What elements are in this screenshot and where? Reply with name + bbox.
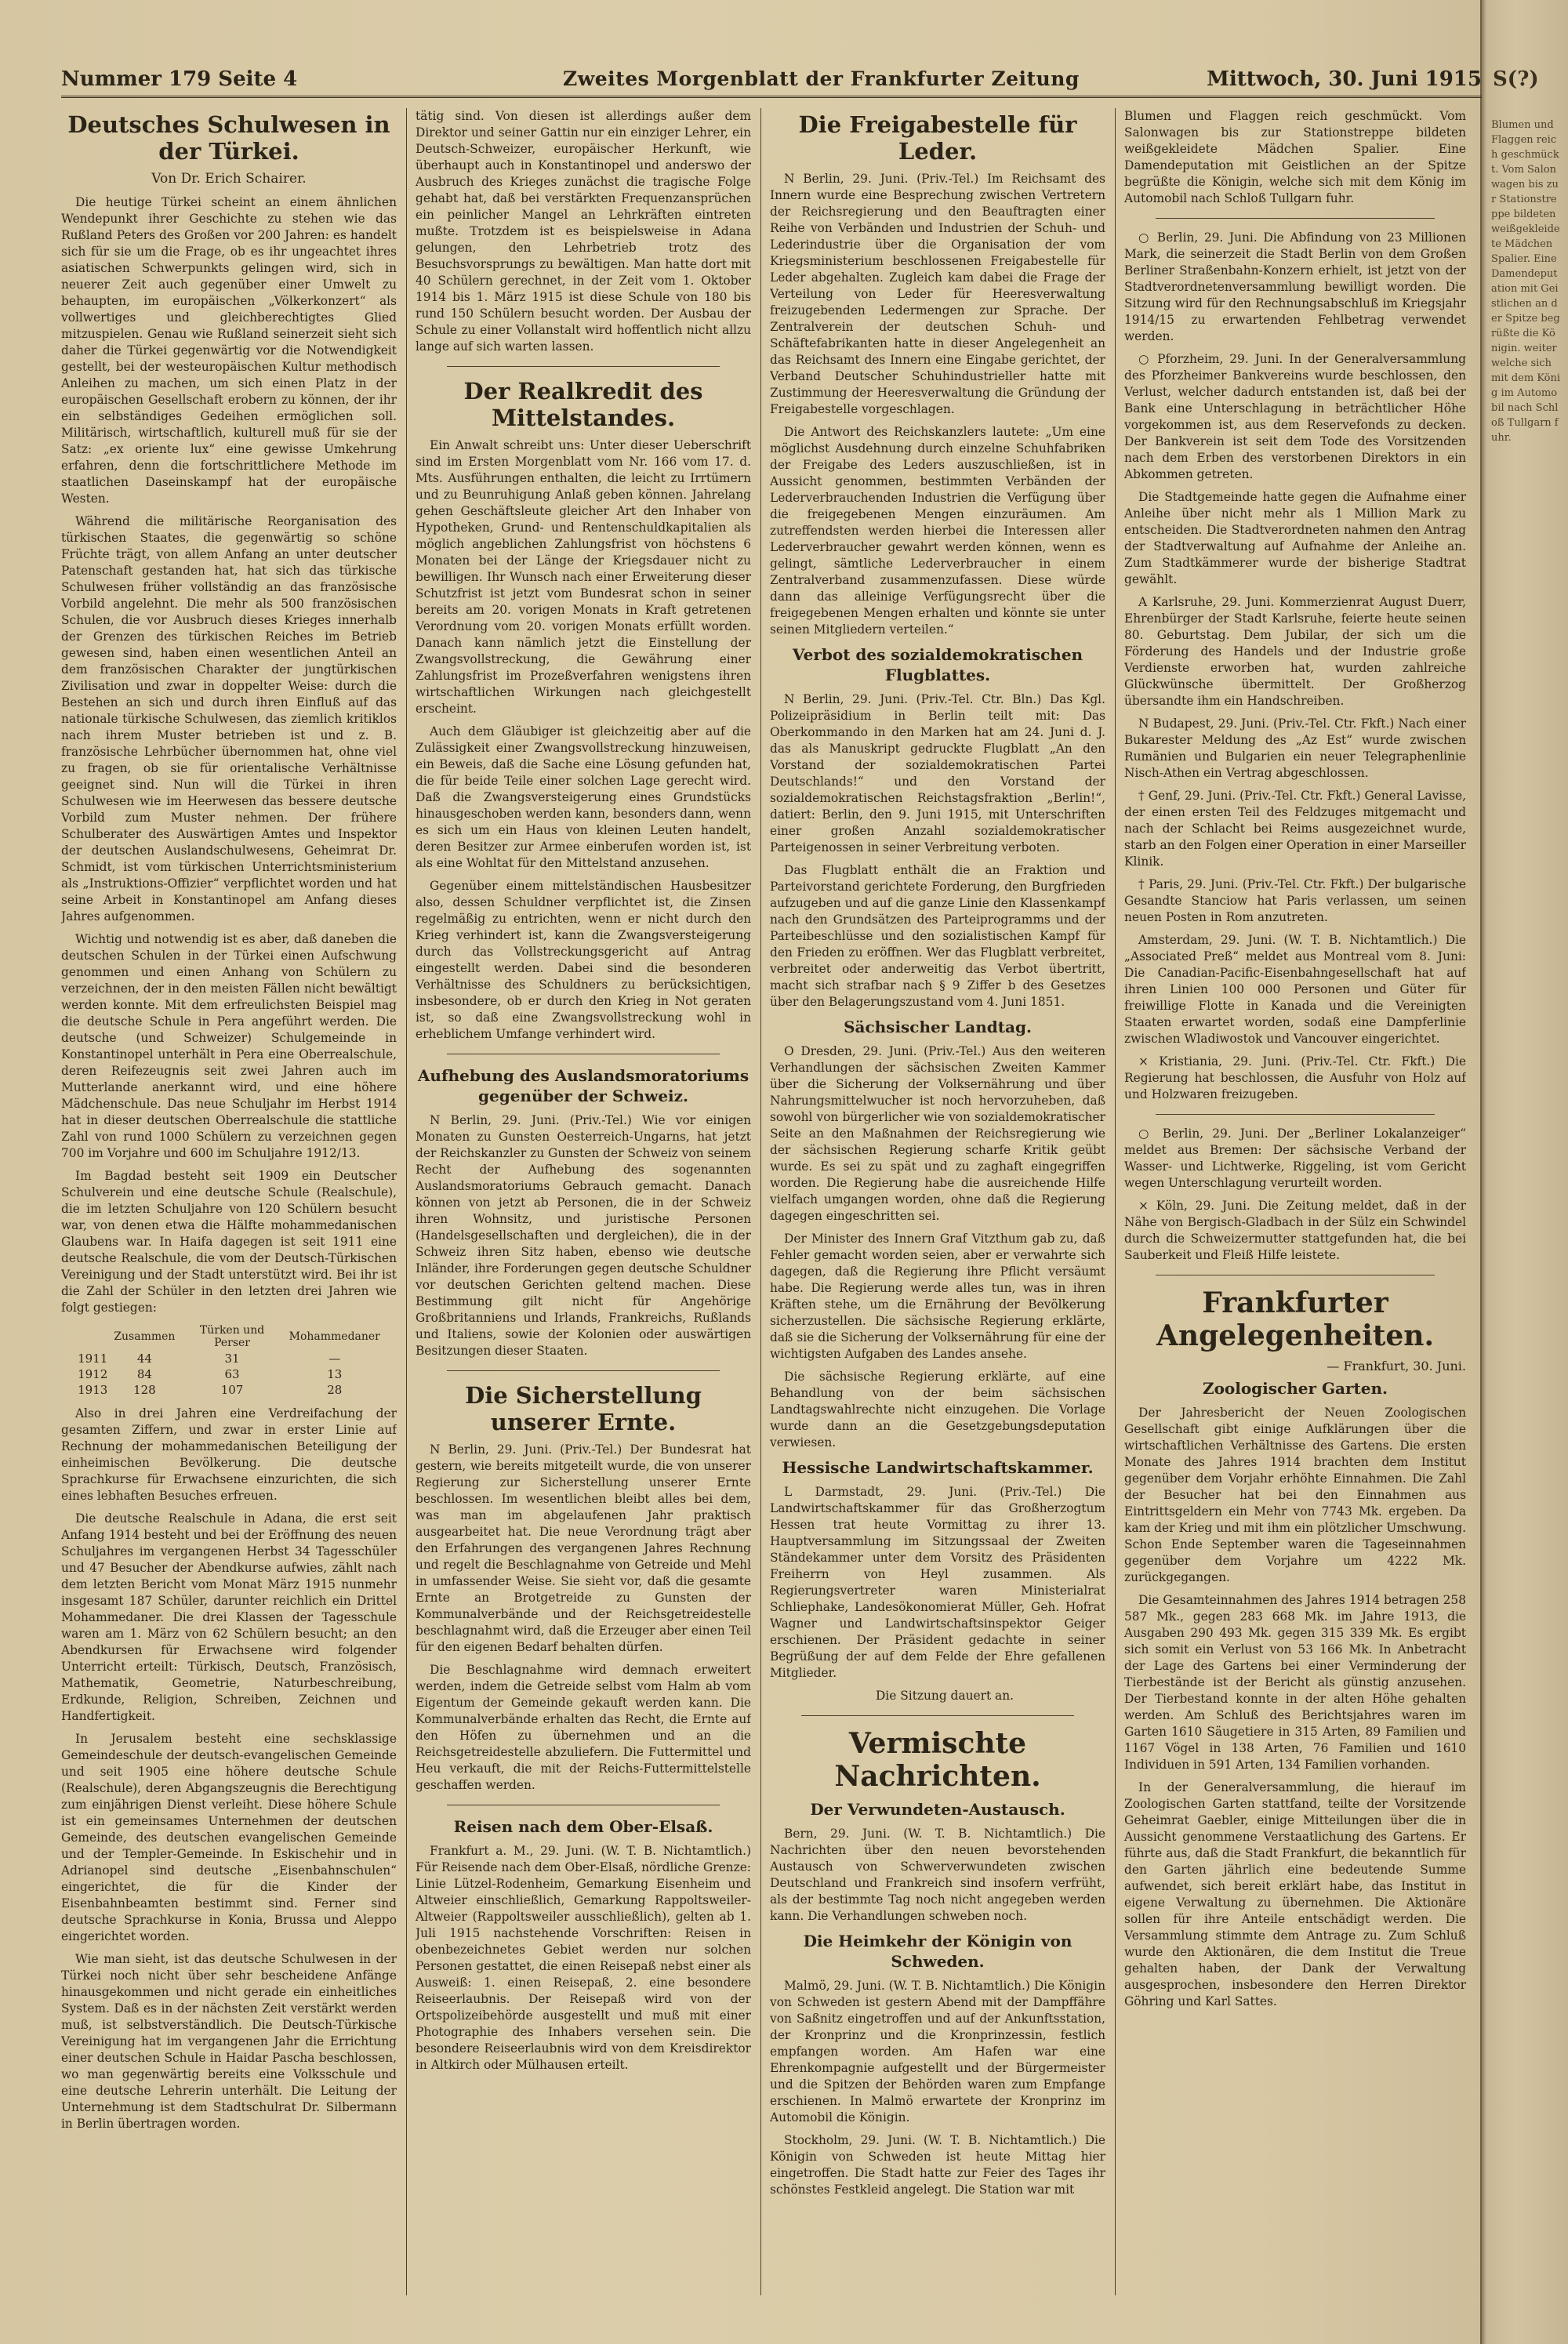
article-paragraph: In Jerusalem besteht eine sechsklassige Gemeindeschule der deutsch-evangelischen Gemeinde und seit 1905 eine höhere deutsche Schule (Realschule), deren Abgangszeugnis die Berechtigung zum einjährigen Dienst verleiht. Diese höhere Schule ist ein gemeinsames Unternehmen der deutschen Gemeinde, des deutschen evangelischen Gemeinde und der Templer-Gemeinde. In Eskischehir und in Adrianopel sind deutsche „Eisenbahnschulen“ eingerichtet, die für die Kinder der Eisenbahnbeamten bestimmt sind. Ferner sind deutsche Sprachkurse in Konia, Brussa und Aleppo eingerichtet worden. xyxy=(61,1732,397,1943)
article-subtitle: Zoologischer Garten. xyxy=(1202,1379,1388,1398)
article-title: Verbot des sozialdemokratischen Flugblattes. xyxy=(792,645,1083,684)
article-paragraph: In der Generalversammlung, die hierauf im Zoologischen Garten stattfand, teilte der Vorsitzende Geheimrat Gaebler, einige Mitteilungen über die in Aussicht genommene Verstaatlichung des Gartens. Er führte aus, daß die Stadt Frankfurt, die bekanntlich für den Garten jährlich eine bedeutende Summe aufwendet, sich bereit erklärt habe, das Institut in eigene Verwaltung zu übernehmen. Die Aktionäre sollen für ihre Anteile entschädigt werden. Die Versammlung stimmte dem Antrage zu. Zum Schluß wurde den Aktionären, die dem Institut die Treue gehalten haben, der Dank der Verwaltung ausgesprochen, insbesondere den Herren Direktor Göhring und Karl Sattes. xyxy=(1124,1780,1466,2008)
article-paragraph: Der Minister des Innern Graf Vitzthum gab zu, daß Fehler gemacht worden seien, aber er verwahrte sich dagegen, daß die Regierung ihre Pflicht versäumt habe. Die Regierung werde alles tun, was in ihren Kräften stehe, um die Ernährung der Bevölkerung sicherzustellen. Die sächsische Regierung erklärte, daß sie die Sicherung der Volksernährung für eine der wichtigsten Aufgaben des Landes ansehe. xyxy=(770,1232,1105,1361)
column-4 xyxy=(1124,108,1466,2295)
article-paragraph: Die Antwort des Reichskanzlers lautete: „Um eine möglichst Ausdehnung durch einzelne Schuhfabriken der Freigabe des Leders auszuschließen, ist in Aussicht genommen, bestimmten Verbänden der Lederverbrauchenden Industrien die Verfügung über die freigegebenen Mengen einzuräumen. Am zutreffendsten werden hierbei die Interessen aller Lederverbraucher gewahrt werden können, wenn es gelingt, sämtliche Lederverbraucher in einem Zentralverband zusammenzufassen. Diese würde dann das alleinige Verfügungsrecht über die freigegebenen Mengen erhalten und könnte sie unter seinen Mitgliedern verteilen.“ xyxy=(770,425,1105,637)
article-paragraph: Auch dem Gläubiger ist gleichzeitig aber auf die Zulässigkeit einer Zwangsvollstreckung hinzuweisen, ein Beweis, daß die Sache eine Lösung gefunden hat, die für beide Teile einer solchen Lage gerecht wird. Daß die Zwangsversteigerung eines Grundstücks hinausgeschoben werden kann, besonders dann, wenn es sich um ein Haus von kleinen Leuten handelt, deren Besitzer zur Armee einberufen worden ist, ist als eine Wohltat für den Mittelstand anzusehen. xyxy=(416,724,751,870)
article-paragraph: Wichtig und notwendig ist es aber, daß daneben die deutschen Schulen in der Türkei einen Aufschwung genommen und einen Anhang von Schülern zu verzeichnen, der in den meisten Fällen nicht bewältigt werden konnte. Mit dem erfreulichsten Beispiel mag die deutsche Schule in Pera angeführt werden. Die deutsche (und Schweizer) Schulgemeinde in Konstantinopel unterhält in Pera eine Oberrealschule, deren Reifezeugnis seit zwei Jahren auch im Mutterlande anerkannt wird, und eine höhere Mädchenschule. Das neue Schuljahr im Herbst 1914 hat in dieser deutschen Oberrealschule die stattliche Zahl von rund 1000 Schülern zu verzeichnen gegen 700 im Vorjahre und 600 im Schuljahre 1912/13. xyxy=(61,932,397,1160)
column-rule xyxy=(1115,108,1116,2295)
article-title: Die Freigabestelle für Leder. xyxy=(798,111,1077,165)
article-paragraph: Während die militärische Reorganisation des türkischen Staates, die gegenwärtig so schöne Früchte trägt, von allem Anfang an unter deutscher Patenschaft gestanden hat, hat sich das türkische Schulwesen früher vollständig an das französische Vorbild angelehnt. Die mehr als 500 französischen Schulen, die vor Ausbruch dieses Krieges innerhalb der Grenzen des türkischen Reiches im Betrieb gewesen sind, haben einen wesentlichen Anteil an dem französischen Charakter der jungtürkischen Zivilisation und zwar in doppelter Weise: durch die Bestehen an sich und durch ihren Einfluß auf das nationale türkische Schulwesen, das ziemlich kritiklos nach ihrem Muster betrieben ist und z. B. französische Lehrbücher übernommen hat, ohne viel zu fragen, ob sie für orientalische Verhältnisse geeignet sind. Nun will die Türkei in ihren Schulwesen wie im Heerwesen das bessere deutsche Vorbild zum Muster nehmen. Der frühere Schulberater des Auswärtigen Amtes und Inspektor der deutschen Auslandschulwesens, Geheimrat Dr. Schmidt, ist vom türkischen Unterrichtsministerium als „Instruktions-Offizier“ verpflichtet worden und hat seine Arbeit in Konstantinopel am Anfang dieses Jahres aufgenommen. xyxy=(61,514,397,923)
article-paragraph: L Darmstadt, 29. Juni. (Priv.-Tel.) Die Landwirtschaftskammer für das Großherzogtum Hessen trat heute Vormittag zu ihrer 13. Hauptversammlung im Sitzungssaal der Zweiten Ständekammer unter dem Vorsitz des Präsidenten Freiherrn von Heyl zusammen. Als Regierungsvertreter waren Ministerialrat Schliephake, Landesökonomierat Müller, Geh. Hofrat Wagner und Landwirtschaftsinspektor Geiger erschienen. Der Präsident gedachte in seiner Begrüßung der auf dem Felde der Ehre gefallenen Mitglieder. xyxy=(770,1485,1105,1680)
article-divider xyxy=(447,366,720,367)
article-paragraph: Die deutsche Realschule in Adana, die erst seit Anfang 1914 besteht und bei der Eröffnung des neuen Schuljahres im vergangenen Herbst 34 Tagesschüler und 47 Besucher der Abendkurse aufwies, zählt nach dem letzten Bericht vom Monat März 1915 nunmehr insgesamt 187 Schüler, darunter reichlich ein Drittel Mohammedaner. Die drei Klassen der Tagesschule waren am 1. März von 62 Schülern besucht; an den Abendkursen für Erwachsene wird folgender Unterricht erteilt: Türkisch, Deutsch, Französisch, Mathematik, Geometrie, Naturbeschreibung, Erdkunde, Religion, Schreiben, Zeichnen und Handfertigkeit. xyxy=(61,1511,397,1723)
article-paragraph: N Berlin, 29. Juni. (Priv.-Tel.) Wie vor einigen Monaten zu Gunsten Oesterreich-Ungarns, hat jetzt der Reichskanzler zu Gunsten der Schweiz von seinem Recht der Aufhebung des sogenannten Auslandsmoratoriums Gebrauch gemacht. Danach können von jetzt ab Personen, die in der Schweiz ihren Wohnsitz, und juristische Personen (Handelsgesellschaften und dergleichen), die in der Schweiz ihren Sitz haben, ebenso wie deutsche Inländer, ihre Forderungen gegen deutsche Schuldner vor deutschen Gerichten geltend machen. Diese Bestimmung gilt nicht für Angehörige Großbritanniens und Irlands, Frankreichs, Rußlands und Italiens, sowie der Kolonien oder auswärtigen Besitzungen dieser Staaten. xyxy=(416,1113,751,1358)
news-item: † Genf, 29. Juni. (Priv.-Tel. Ctr. Fkft.) General Lavisse, der einen ersten Teil des Feldzuges mitgemacht und nach der Schlacht bei Reims ausgezeichnet wurde, starb an den Folgen einer Operation in einer Marseiller Klinik. xyxy=(1124,789,1466,869)
news-item: Die Stadtgemeinde hatte gegen die Aufnahme einer Anleihe über nicht mehr als 1 Million Mark zu entscheiden. Die Stadtverordneten nahmen den Antrag der Stadtverwaltung auf Aufnahme der Anleihe an. Zum Stadtkämmerer wurde der bisherige Stadtrat gewählt. xyxy=(1124,490,1466,586)
article-divider xyxy=(1156,218,1435,219)
article-subtitle: Die Heimkehr der Königin von Schweden. xyxy=(803,1932,1073,1971)
news-item: A Karlsruhe, 29. Juni. Kommerzienrat August Duerr, Ehrenbürger der Stadt Karlsruhe, feierte heute seinen 80. Geburtstag. Dem Jubilar, der sich um die Förderung des Handels und der Industrie große Verdienste erworben hat, wurden zahlreiche Glückwünsche übermittelt. Der Großherzog übersandte ihm ein Handschreiben. xyxy=(1124,595,1466,708)
table-cell: 1912 xyxy=(78,1367,108,1381)
article-paragraph: N Berlin, 29. Juni. (Priv.-Tel.) Im Reichsamt des Innern wurde eine Besprechung zwischen Vertretern der Reichsregierung und den Beauftragten einer Reihe von Verbänden und Industrien der Schuh- und Lederindustrie über die Organisation der vom Kriegsministerium beschlossenen Freigabestelle für Leder abgehalten. Zugleich kam dabei die Frage der Verteilung von Leder für Heeresverwaltung freizugebenden Ledermengen zur Sprache. Der Zentralverein der deutschen Schuh- und Schäftefabrikanten hatte in dieser Angelegenheit an das Reichsamt des Innern eine Eingabe gerichtet, der Verband Deutscher Schuhindustrieller hatte mit Zustimmung der Heeresverwaltung die Gründung der Freigabestelle vorgeschlagen. xyxy=(770,172,1105,416)
news-item: ○ Pforzheim, 29. Juni. In der Generalversammlung des Pforzheimer Bankvereins wurde beschlossen, den Verlust, welcher dadurch entstanden ist, daß bei der Bank eine Unterschlagung in beträchtlicher Höhe vorgekommen ist, aus dem Reservefonds zu decken. Der Bankverein ist seit dem Tode des Vorsitzenden nach dem Erben des verstorbenen Direktors in ein Abkommen getreten. xyxy=(1124,352,1466,481)
table-cell: 31 xyxy=(224,1352,240,1366)
article-paragraph: Stockholm, 29. Juni. (W. T. B. Nichtamtlich.) Die Königin von Schweden ist heute Mittag hier eingetroffen. Die Stadt hatte zur Feier des Tages ihr schönstes Festkleid angelegt. Die Station war mit xyxy=(770,2133,1105,2197)
issue-date: Mittwoch, 30. Juni 1915 xyxy=(1207,67,1482,91)
article-title: Die Sicherstellung unserer Ernte. xyxy=(465,1382,702,1435)
table-header-cell xyxy=(74,1323,111,1351)
article-paragraph: N Berlin, 29. Juni. (Priv.-Tel.) Der Bundesrat hat gestern, wie bereits mitgeteilt wurde, die von unserer Regierung zur Sicherstellung unserer Ernte beschlossen. Im wesentlichen bleibt alles bei dem, was man im abgelaufenen Jahr praktisch ausgearbeitet hat. Die neue Verordnung trägt aber den Erfahrungen des vergangenen Jahres Rechnung und regelt die Beschlagnahme von Getreide und Mehl in umfassender Weise. Sie sieht vor, daß die gesamte Ernte an Brotgetreide zu Gunsten der Kommunalverbände und der Reichsgetreidestelle beschlagnahmt wird, daß die Erzeuger aber einen Teil für den eigenen Bedarf behalten dürfen. xyxy=(416,1442,751,1654)
news-item: Amsterdam, 29. Juni. (W. T. B. Nichtamtlich.) Die „Associated Preß“ meldet aus Montreal vom 8. Juni: Die Canadian-Pacific-Eisenbahngesellschaft hat auf ihren Linien 100 000 Personen und Güter für freiwillige Flotte in Kanada und die Vereinigten Staaten erwartet worden, sodaß eine Dampferlinie zwischen Wladiwostok und Vancouver eingerichtet. xyxy=(1124,933,1466,1046)
article-paragraph: Bern, 29. Juni. (W. T. B. Nichtamtlich.) Die Nachrichten über den neuen bevorstehenden Austausch von Schwerverwundeten zwischen Deutschland und Frankreich sind insofern verfrüht, als der bestimmte Tag noch nicht angegeben werden kann. Die Verhandlungen schweben noch. xyxy=(770,1827,1105,1923)
article-title: Reisen nach dem Ober-Elsaß. xyxy=(453,1817,713,1836)
article-paragraph: Das Flugblatt enthält die an Fraktion und Parteivorstand gerichtete Forderung, den Burgfrieden aufzugeben und auf die ganze Linie den Klassenkampf nach den Grundsätzen des Parteiprogramms und der Parteibeschlüsse und den sozialistischen Kampf für den Frieden zu eröffnen. Wer das Flugblatt verbreitet, verbreitet oder anderweitig das Verbot übertritt, macht sich strafbar nach § 9 Ziffer b des Gesetzes über den Belagerungszustand vom 4. Juni 1851. xyxy=(770,863,1105,1009)
article-paragraph: Ein Anwalt schreibt uns: Unter dieser Ueberschrift sind im Ersten Morgenblatt vom Nr. 166 vom 17. d. Mts. Ausführungen enthalten, die leicht zu Irrtümern und zu Beunruhigung Anlaß geben können. Jahrelang gehen Geschäftsleute gleicher Art den Inhaber von Hypotheken, Grund- und Rentenschuldkapitalien als möglich angeblichen Zahlungsfrist von höchstens 6 Monaten bei der Länge der Kriegsdauer nicht zu bewilligen. Ihr Wunsch nach einer Erweiterung dieser Schutzfrist ist jetzt vom Bundesrat schon in seiner bereits am 20. vorigen Monats in Kraft getretenen Verordnung vom 20. vorigen Monats erfüllt worden. Danach kann nämlich jetzt die Einstellung der Zwangsvollstreckung, die Gewährung einer Zahlungsfrist im Prozeßverfahren wenigstens ihren wirtschaftlichen Wirkungen nach gleichgestellt erscheint. xyxy=(416,438,751,716)
section-title: Frankfurter Angelegenheiten. xyxy=(1156,1286,1434,1352)
article-paragraph: Die Beschlagnahme wird demnach erweitert werden, indem die Getreide selbst vom Halm ab vom Eigentum der Gemeinde gekauft werden kann. Die Kommunalverbände erhalten das Recht, die Ernte auf den Höfen zu übernehmen und an die Reichsgetreidestelle abzuliefern. Die Futtermittel und Heu verkauft, die mit der Reichs-Futtermittelstelle geschaffen werden. xyxy=(416,1663,751,1792)
news-item: † Paris, 29. Juni. (Priv.-Tel. Ctr. Fkft.) Der bulgarische Gesandte Stanciow hat Paris verlassen, um seinen neuen Posten in Rom anzutreten. xyxy=(1124,877,1466,924)
article-title: Deutsches Schulwesen in der Türkei. xyxy=(67,111,390,165)
article-paragraph: N Berlin, 29. Juni. (Priv.-Tel. Ctr. Bln.) Das Kgl. Polizeipräsidium in Berlin teilt mit: Das Oberkommando in den Marken hat am 24. Juni d. J. das als Manuskript gedruckte Flugblatt „An den Vorstand der sozialdemokratischen Partei Deutschlands!“ und den Vorstand der sozialdemokratischen Reichstagsfraktion „Berlin!“, datiert: Berlin, den 9. Juni 1915, mit Unterschriften einer großen Anzahl sozialdemokratischer Parteigenossen in seiner Verbreitung verboten. xyxy=(770,692,1105,855)
article-paragraph: Malmö, 29. Juni. (W. T. B. Nichtamtlich.) Die Königin von Schweden ist gestern Abend mit der Dampffähre von Saßnitz eingetroffen und auf der Ankunftsstation, der Kronprinz und die Kronprinzessin, festlich empfangen worden. Am Hafen war eine Ehrenkompagnie aufgestellt und der Bürgermeister und die Spitzen der Behörden waren zum Empfange erschienen. In Malmö erwartete der Kronprinz im Automobil die Königin. xyxy=(770,1979,1105,2124)
table-header-row xyxy=(74,1323,383,1351)
table-cell: 107 xyxy=(220,1383,244,1397)
article-paragraph: O Dresden, 29. Juni. (Priv.-Tel.) Aus den weiteren Verhandlungen der sächsischen Zweiten Kammer über die Sicherung der Volksernährung und über Nahrungsmittelwucher ist noch hervorzuheben, daß sowohl von bürgerlicher wie von sozialdemokratischer Seite an den Maßnahmen der Reichsregierung wie der sächsischen Regierung scharfe Kritik geübt wurde. Es sei zu spät und zu zaghaft eingegriffen worden. Die Regierung habe die ausreichende Hilfe vielfach umgangen worden, ohne daß die Regierung dagegen eingeschritten sei. xyxy=(770,1044,1105,1223)
table-cell: 84 xyxy=(136,1367,152,1381)
article-paragraph: Also in drei Jahren eine Verdreifachung der gesamten Ziffern, und zwar in erster Linie auf Rechnung der mohammedanischen Beteiligung der einheimischen Bevölkerung. Die deutsche Sprachkurse für Erwachsene einzurichten, die sich eines lebhaften Besuches erfreuen. xyxy=(61,1406,397,1503)
article-paragraph: Der Jahresbericht der Neuen Zoologischen Gesellschaft gibt einige Aufklärungen über die wirtschaftlichen Verhältnisse des Gartens. Die ersten Monate des Jahres 1914 brachten dem Institut gegenüber dem Vorjahr erhöhte Einnahmen. Die Zahl der Besucher hat bei den Einnahmen aus Eintrittsgeldern ein Mehr von 7743 Mk. ergeben. Da kam der Krieg und mit ihm ein plötzlicher Umschwung. Schon Ende September waren die Tageseinnahmen gegenüber dem Vorjahre um 4222 Mk. zurückgegangen. xyxy=(1124,1406,1466,1584)
table-cell: 128 xyxy=(133,1383,156,1397)
table-cell: 63 xyxy=(224,1367,240,1381)
article-paragraph: Die Gesamteinnahmen des Jahres 1914 betragen 258 587 Mk., gegen 283 668 Mk. im Jahre 1913, die Ausgaben 290 493 Mk. gegen 315 339 Mk. Es ergibt sich somit ein Verlust von 53 166 Mk. In Anbetracht der Lage des Gartens bei einer Verminderung der Tierbestände ist der Bericht als günstig anzusehen. Der Tierbestand konnte in der alten Höhe gehalten werden. Am Schluß des Berichtsjahres waren im Garten 1610 Säugetiere in 315 Arten, 89 Familien und 1167 Vögel in 138 Arten, 76 Familien und 1610 Individuen in 591 Arten, 134 Familien vorhanden. xyxy=(1124,1593,1466,1772)
article-paragraph: Die heutige Türkei scheint an einem ähnlichen Wendepunkt ihrer Geschichte zu stehen wie das Rußland Peters des Großen vor 200 Jahren: es handelt sich für sie um die Frage, ob es ihr ungeachtet ihres asiatischen Schwerpunkts gelingen wird, sich in neuerer Zeit auch gegenüber einer Umwelt zu behaupten, im europäischen „Völkerkonzert“ als vollwertiges und gleichberechtigtes Glied mitzuspielen. Genau wie Rußland seinerzeit sieht sich daher die Türkei gegenwärtig vor die Notwendigkeit gestellt, bei der westeuropäischen Kultur methodisch Anleihen zu machen, um sich einen Platz in der europäischen Gesellschaft erobern zu können, der ihr ein selbständiges Gedeihen ermöglichen soll. Militärisch, wirtschaftlich, kulturell muß für sie der Satz: „ex oriente lux“ eine gewisse Umkehrung erfahren, denn die fortschrittlichere Methode im staatlichen Daseinskampf hat der europäische Westen. xyxy=(61,195,397,506)
masthead xyxy=(61,64,1482,98)
article-title: Hessische Landwirtschaftskammer. xyxy=(782,1458,1094,1477)
article-divider xyxy=(801,1715,1074,1716)
article-paragraph: Im Bagdad besteht seit 1909 ein Deutscher Schulverein und eine deutsche Schule (Realschule), die im letzten Schuljahre von 120 Schülern besucht war, von denen etwa die Hälfte mohammedanischen Glaubens war. In Haifa dagegen ist seit 1911 eine deutsche Realschule, die vom der Deutsch-Türkischen Vereinigung und der Stadt unterstützt wird. Bei ihr ist die Zahl der Schüler in den letzten drei Jahren wie folgt gestiegen: xyxy=(61,1169,397,1315)
article-title: Aufhebung des Auslandsmoratoriums gegenüber der Schweiz. xyxy=(417,1066,750,1105)
table-header-cell: Zusammen xyxy=(114,1330,176,1343)
table-cell: 28 xyxy=(327,1383,343,1397)
adjacent-page-edge xyxy=(1480,0,1568,2344)
article-title: Der Realkredit des Mittelstandes. xyxy=(463,378,703,431)
table-row xyxy=(74,1366,383,1382)
table-row xyxy=(74,1382,383,1398)
article-divider xyxy=(447,1370,720,1371)
student-stats-table xyxy=(74,1323,383,1398)
table-row xyxy=(74,1351,383,1366)
news-item: × Köln, 29. Juni. Die Zeitung meldet, daß in der Nähe von Bergisch-Gladbach in der Sülz ein Schwindel durch die Schweizermutter stattgefunden hat, die bei Sauberkeit und Fleiß Hilfe leistete. xyxy=(1124,1199,1466,1262)
column-1 xyxy=(61,108,397,2295)
article-dateline: — Frankfurt, 30. Juni. xyxy=(1327,1359,1466,1373)
paper-title: Zweites Morgenblatt der Frankfurter Zeitung xyxy=(563,67,1080,90)
table-header-cell: Türken und Perser xyxy=(199,1324,265,1349)
article-subtitle: Der Verwundeten-Austausch. xyxy=(810,1800,1065,1819)
article-title: Sächsischer Landtag. xyxy=(844,1018,1032,1036)
article-paragraph: Wie man sieht, ist das deutsche Schulwesen in der Türkei noch nicht über sehr bescheidene Anfänge hinausgekommen und nicht gerade ein einheitliches System. Daß es in der nächsten Zeit verstärkt werden muß, ist selbstverständlich. Die Deutsch-Türkische Vereinigung hat im vergangenen Jahr die Errichtung einer deutschen Schule in Haidar Pascha beschlossen, wo man gegenwärtig bereits eine Volksschule und eine deutsche Lehrerin unterhält. Die Leitung der Unternehmung ist dem Stadtschulrat Dr. Silbermann in Berlin übertragen worden. xyxy=(61,1952,397,2131)
article-divider xyxy=(1156,1114,1435,1115)
article-paragraph: Frankfurt a. M., 29. Juni. (W. T. B. Nichtamtlich.) Für Reisende nach dem Ober-Elsaß, nördliche Grenze: Linie Lützel-Rodenheim, Gemarkung Eisenheim und Altweier einschließlich, Gemarkung Rappoltsweiler-Altweier (Rappoltsweiler ausschließlich), gelten ab 1. Juli 1915 nachstehende Vorschriften: Reisen in obenbezeichnetes Gebiet werden nur solchen Personen gestattet, die einen Reisepaß nebst einer als Ausweiß: 1. einen Reisepaß, 2. eine besondere Reiseerlaubnis. Der Reisepaß wird von der Ortspolizeibehörde ausgestellt und muß mit einer Photographie des Inhabers versehen sein. Die besondere Reiseerlaubnis wird von dem Kreisdirektor in Altkirch oder Mülhausen erteilt. xyxy=(416,1844,751,2072)
table-cell: 1913 xyxy=(78,1383,108,1397)
column-2 xyxy=(416,108,751,2295)
section-title: Vermischte Nachrichten. xyxy=(834,1727,1041,1793)
article-paragraph: Gegenüber einem mittelständischen Hausbesitzer also, dessen Schuldner verpflichtet ist, die Zinsen regelmäßig zu entrichten, wenn er nicht durch den Krieg verhindert ist, kann die Zwangsversteigerung durch das Vollstreckungsgericht auf Antrag eingestellt werden. Dabei sind die besonderen Verhältnisse des Schuldners zu berücksichtigen, insbesondere, ob er durch den Krieg in Not geraten ist, so daß eine Zwangsvollstreckung wohl in erheblichem Umfange verhindert wird. xyxy=(416,879,751,1041)
table-cell: — xyxy=(328,1352,341,1366)
issue-number: Nummer 179 Seite 4 xyxy=(61,67,298,91)
table-cell: 1911 xyxy=(78,1352,108,1366)
article-byline: Von Dr. Erich Schairer. xyxy=(151,171,307,187)
news-item: ○ Berlin, 29. Juni. Der „Berliner Lokalanzeiger“ meldet aus Bremen: Der sächsische Verband der Wasser- und Lichtwerke, Riggeling, ist vom Gericht wegen Unterschlagung verurteilt worden. xyxy=(1124,1127,1466,1190)
adjacent-page-header: S(?) xyxy=(1493,67,1539,91)
article-paragraph: tätig sind. Von diesen ist allerdings außer dem Direktor und seiner Gattin nur ein einziger Lehrer, ein Deutsch-Schweizer, europäischer Herkunft, wie überhaupt auch in Konstantinopel und anderswo der Ausbruch des Krieges zunächst die tragische Folge gehabt hat, daß bei verstärkten Frequenzansprüchen ein peinlicher Mangel an Lehrkräften eintreten mußte. Trotzdem ist es beispielsweise in Adana gelungen, den Lehrbetrieb trotz des Besuchsvorsprungs zu bewältigen. Man hatte dort mit 40 Schülern gerechnet, in der Zeit vom 1. Oktober 1914 bis 1. März 1915 ist diese Schule von 180 bis rund 150 Schülern besucht worden. Der Ausbau der Schule zu einer Vollanstalt wird hoffentlich nicht allzu lange auf sich warten lassen. xyxy=(416,109,751,354)
article-paragraph: Die Sitzung dauert an. xyxy=(875,1689,1014,1703)
column-rule xyxy=(760,108,761,2295)
article-paragraph: Blumen und Flaggen reich geschmückt. Vom Salonwagen bis zur Stationstreppe bildeten weißgekleidete Mädchen Spalier. Eine Damendeputation mit Geistlichen an der Spitze begrüßte die Königin, welche sich mit dem König im Automobil nach Schloß Tullgarn fuhr. xyxy=(1124,109,1466,205)
table-cell: 13 xyxy=(327,1367,343,1381)
adjacent-page-text: Blumen und Flaggen reich geschmückt. Vom Salonwagen bis zur Stationstreppe bildeten weißgekleidete Mädchen Spalier. Eine Damendeputation mit Geistlichen an der Spitze begrüßte die Königin. weiter welche sich mit dem König im Automobil nach Schloß Tullgarn fuhr. xyxy=(1491,119,1561,444)
table-cell: 44 xyxy=(136,1352,152,1366)
news-item: N Budapest, 29. Juni. (Priv.-Tel. Ctr. Fkft.) Nach einer Bukarester Meldung des „Az Est“ wurde zwischen Rumänien und Bulgarien ein neuer Telegraphenlinie Nisch-Athen ein Vertrag abgeschlossen. xyxy=(1124,717,1466,780)
article-paragraph: Die sächsische Regierung erklärte, auf eine Behandlung von der beim sächsischen Landtagswahlrechte nicht einzugehen. Die Vorlage wurde dann an die Gesetzgebungsdeputation verwiesen. xyxy=(770,1370,1105,1450)
news-item: ○ Berlin, 29. Juni. Die Abfindung von 23 Millionen Mark, die seinerzeit die Stadt Berlin von dem Großen Berliner Straßenbahn-Konzern erhielt, ist jetzt von der Stadtverordnetenversammlung bewilligt worden. Die Sitzung wird für den Rechnungsabschluß im Kriegsjahr 1914/15 zu erwartenden Fehlbetrag verwendet werden. xyxy=(1124,230,1466,343)
table-header-cell: Mohammedaner xyxy=(289,1330,380,1343)
news-item: × Kristiania, 29. Juni. (Priv.-Tel. Ctr. Fkft.) Die Regierung hat beschlossen, die Ausfuhr von Holz auf und Holzwaren freizugeben. xyxy=(1124,1054,1466,1101)
column-3 xyxy=(770,108,1105,2295)
column-rule xyxy=(406,108,407,2295)
